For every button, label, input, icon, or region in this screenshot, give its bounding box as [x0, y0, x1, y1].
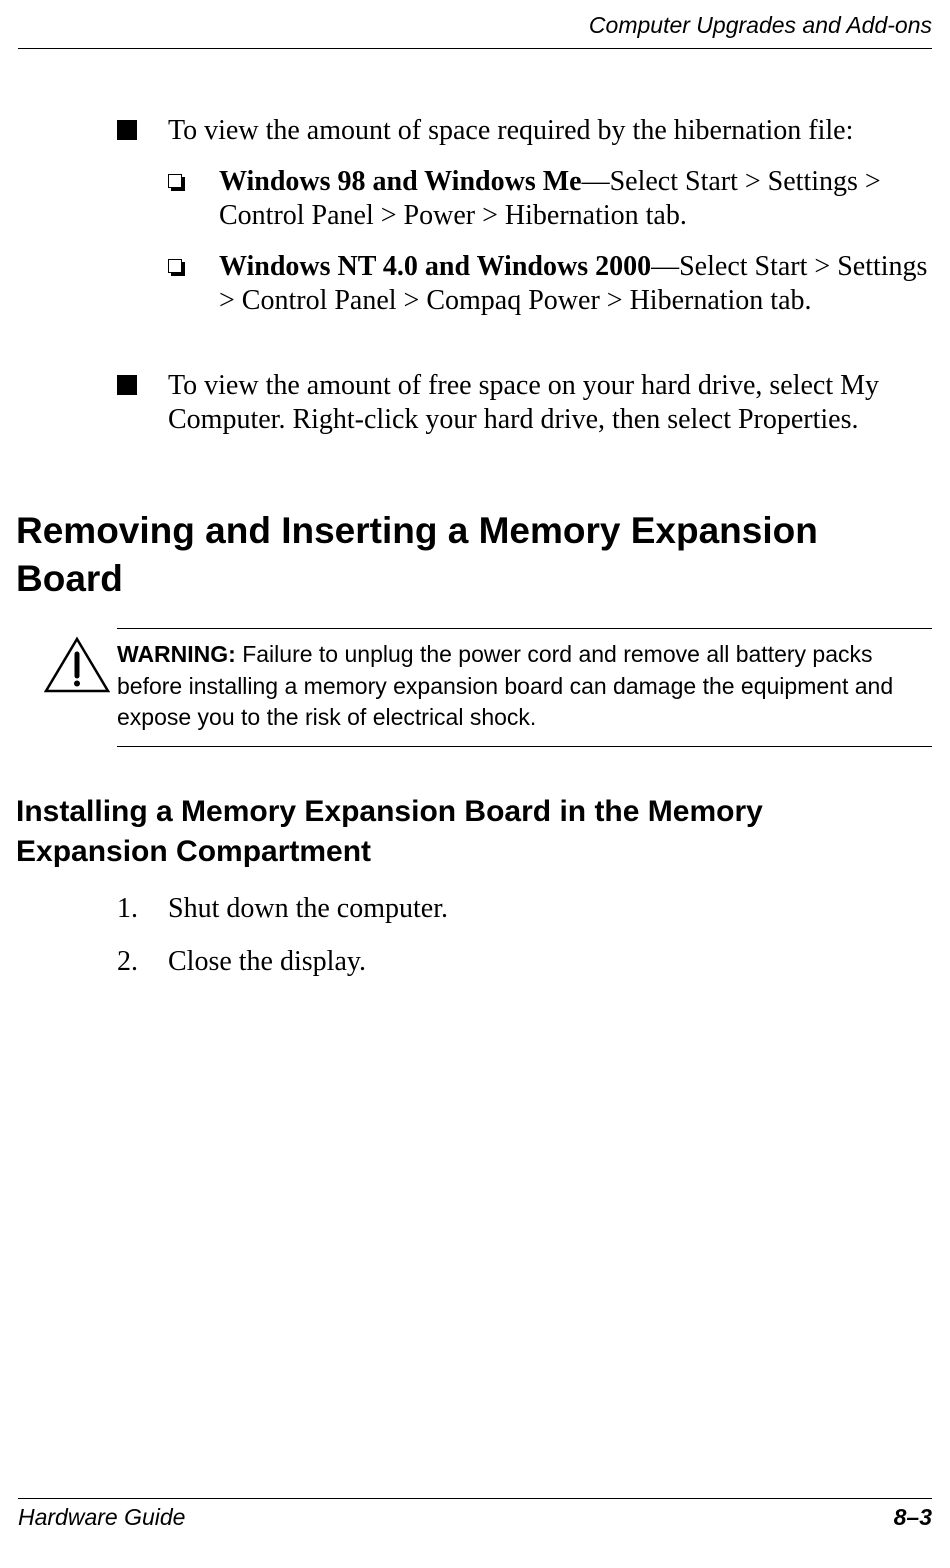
subsection-heading-text: Installing a Memory Expansion Board in the Memory Expansion Compartment [16, 795, 763, 868]
section-heading [16, 507, 916, 603]
sub-bullet-item [168, 165, 932, 233]
step-item [117, 892, 932, 926]
running-footer [18, 1498, 932, 1539]
checkbox-bullet-icon [168, 174, 182, 188]
bullet-text: To view the amount of free space on your hard drive, select My Computer. Right-click your hard drive, then select Properties. [168, 370, 880, 435]
bullet-item [117, 114, 932, 148]
step-number: 1. [117, 893, 138, 924]
sub-bullet-rest: —Select Start > Settings > Control Panel > Power > Hibernation tab. [219, 166, 881, 231]
warning-label: WARNING: [117, 641, 236, 667]
section-heading-text: Removing and Inserting a Memory Expansion Board [16, 510, 818, 599]
warning-body: Failure to unplug the power cord and remove all battery packs before installing a memory expansion board can damage the equipment and expose you to the risk of electrical shock. [117, 641, 894, 730]
sub-bullet-bold: Windows 98 and Windows Me [219, 166, 582, 197]
warning-triangle-icon [44, 636, 110, 694]
sub-bullet-bold: Windows NT 4.0 and Windows 2000 [219, 251, 652, 282]
sub-bullet-text [219, 250, 932, 318]
running-header-title: Computer Upgrades and Add-ons [588, 12, 932, 38]
warning-callout [117, 628, 932, 747]
step-text: Close the display. [168, 946, 367, 977]
square-bullet-icon [117, 120, 137, 140]
step-text: Shut down the computer. [168, 893, 448, 924]
page-number: 8–3 [893, 1504, 932, 1530]
bullet-text: To view the amount of space required by the hibernation file: [168, 115, 854, 146]
bullet-item [117, 369, 932, 471]
sub-bullet-text [219, 165, 932, 233]
sub-bullet-rest: —Select Start > Settings > Control Panel > Compaq Power > Hibernation tab. [219, 251, 928, 316]
step-item [117, 945, 932, 979]
step-number: 2. [117, 946, 138, 977]
warning-text [117, 639, 917, 734]
subsection-heading [16, 792, 916, 872]
running-header [18, 10, 932, 49]
square-bullet-icon [117, 375, 137, 395]
checkbox-bullet-icon [168, 259, 182, 273]
footer-guide-title: Hardware Guide [18, 1504, 186, 1530]
sub-bullet-item [168, 250, 932, 352]
